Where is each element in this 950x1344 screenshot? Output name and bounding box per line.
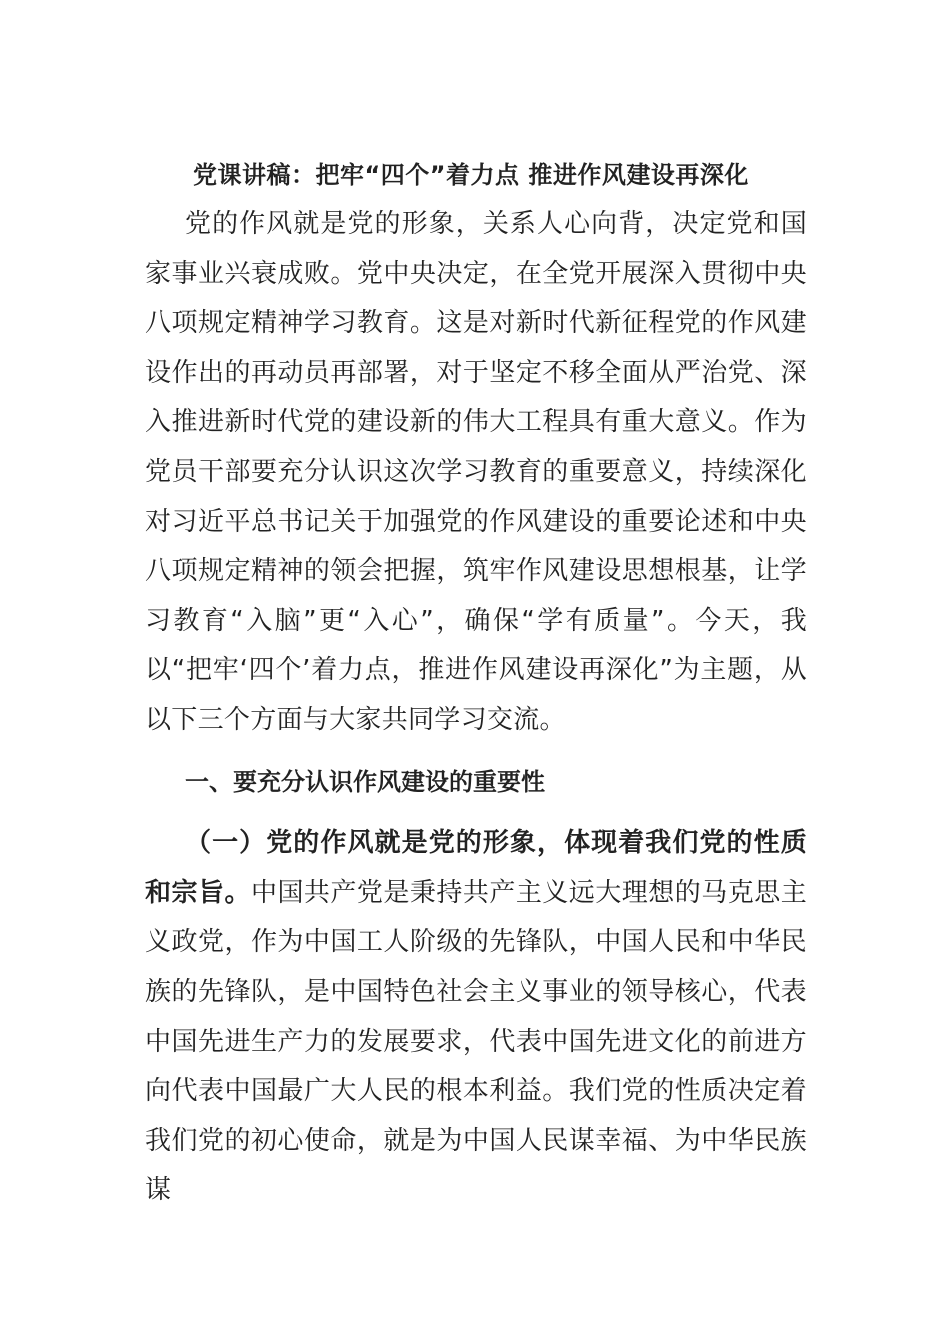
intro-paragraph: 党的作风就是党的形象，关系人心向背，决定党和国家事业兴衰成败。党中央决定，在全党开展深入贯彻中央八项规定精神学习教育。这是对新时代新征程党的作风建设作出的再动员再部署，对于坚定不移全面从严治党、深入推进新时代党的建设新的伟大工程具有重大意义。作为党员干部要充分认识这次学习教育的重要意义，持续深化对习近平总书记关于加强党的作风建设的重要论述和中央八项规定精神的领会把握，筑牢作风建设思想根基，让学习教育“入脑”更“入心”，确保“学有质量”。今天，我以“把牢‘四个’着力点，推进作风建设再深化”为主题，从以下三个方面与大家共同学习交流。 [145,209,807,735]
subsection-body: 中国共产党是秉持共产主义远大理想的马克思主义政党，作为中国工人阶级的先锋队，中国人民和中华民族的先锋队，是中国特色社会主义事业的领导核心，代表中国先进生产力的发展要求，代表中国先进文化的前进方向代表中国最广大人民的根本利益。我们党的性质决定着我们党的初心使命，就是为中国人民谋幸福、为中华民族谋 [145,877,807,1206]
document-body [145,150,807,1216]
document-title: 党课讲稿：把牢“四个”着力点 推进作风建设再深化 [193,161,749,189]
subsection-lead: （一）党的作风就是党的形象，体现着我们党的性质和宗旨。 [145,828,807,908]
section-heading: 一、要充分认识作风建设的重要性 [185,767,545,796]
subsection-paragraph [145,819,807,1216]
